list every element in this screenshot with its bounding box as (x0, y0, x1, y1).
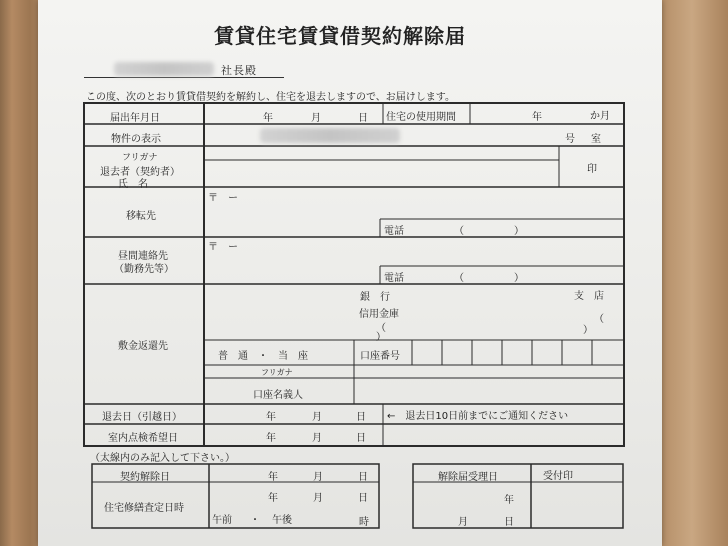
repair-date-label: 住宅修繕査定日時 (104, 503, 184, 514)
branch-paren-close: ） (583, 325, 593, 336)
daytime-postal: 〒 ー (208, 242, 238, 253)
filing-date-label: 届出年月日 (110, 113, 160, 124)
filing-day-unit: 日 (358, 113, 368, 124)
receipt-date-label: 解除届受理日 (438, 472, 498, 483)
repair-dot: ・ (250, 515, 260, 526)
receipt-year-unit: 年 (504, 495, 514, 506)
move-out-day-unit: 日 (356, 412, 366, 423)
office-note: （太線内のみ記入して下さい。） (90, 453, 235, 464)
inspection-date-label: 室内点検希望日 (108, 433, 178, 444)
new-address-phone-paren: （ ） (454, 226, 524, 237)
property-label: 物件の表示 (111, 134, 161, 145)
account-number-label: 口座番号 (360, 351, 400, 362)
vacater-furigana-label: フリガナ (122, 153, 158, 163)
account-holder-label: 口座名義人 (253, 390, 303, 401)
document-paper (38, 0, 662, 546)
daytime-contact-label: 昼間連絡先 (118, 251, 168, 262)
account-type: 普 通 ・ 当 座 (218, 351, 308, 362)
receipt-month-unit: 月 (458, 517, 468, 528)
deposit-return-label: 敷金返還先 (118, 341, 168, 352)
redacted-property (260, 128, 400, 143)
bank-unit: 銀 行 (360, 292, 390, 303)
credit-union-paren-open: （ (376, 323, 386, 334)
seal-mark: 印 (587, 164, 597, 175)
inspection-year-unit: 年 (266, 433, 276, 444)
cancel-day-unit: 日 (358, 472, 368, 483)
usage-months-unit: か月 (590, 111, 610, 122)
inspection-month-unit: 月 (312, 433, 322, 444)
branch-unit: 支 店 (574, 291, 604, 302)
repair-pm: 午後 (272, 515, 292, 526)
intro-text: この度、次のとおり賃貸借契約を解約し、住宅を退去しますので、お届けします。 (86, 92, 455, 103)
receipt-stamp-label: 受付印 (543, 471, 573, 482)
daytime-contact-sublabel: （勤務先等） (114, 264, 174, 275)
move-out-note: ← 退去日10日前までにご通知ください (387, 411, 569, 422)
move-out-month-unit: 月 (312, 412, 322, 423)
room-unit: 室 (591, 134, 601, 145)
new-address-phone-label: 電話 (384, 226, 404, 237)
room-number-unit: 号 (565, 134, 575, 145)
new-address-label: 移転先 (126, 211, 156, 222)
credit-union-paren-close: ） (376, 332, 386, 343)
repair-am: 午前 (212, 515, 232, 526)
repair-hour-unit: 時 (359, 517, 369, 528)
repair-day-unit: 日 (358, 493, 368, 504)
credit-union-unit: 信用金庫 (359, 309, 399, 320)
move-out-date-label: 退去日（引越日） (102, 412, 182, 423)
vacater-name-label: 氏 名 (118, 179, 148, 190)
usage-year-unit: 年 (532, 112, 542, 123)
repair-month-unit: 月 (313, 493, 323, 504)
vacater-label: 退去者（契約者） (100, 167, 180, 178)
filing-month-unit: 月 (311, 113, 321, 124)
receipt-day-unit: 日 (504, 517, 514, 528)
document-title: 賃貸住宅賃貸借契約解除届 (214, 24, 466, 48)
cancel-year-unit: 年 (268, 472, 278, 483)
usage-period-label: 住宅の使用期間 (386, 112, 456, 123)
inspection-day-unit: 日 (356, 433, 366, 444)
addressee-suffix: 社長殿 (221, 64, 257, 77)
cancel-date-label: 契約解除日 (120, 472, 170, 483)
cancel-month-unit: 月 (313, 472, 323, 483)
move-out-year-unit: 年 (266, 412, 276, 423)
repair-year-unit: 年 (268, 493, 278, 504)
filing-year-unit: 年 (263, 113, 273, 124)
account-holder-furigana: フリガナ (261, 368, 293, 377)
new-address-postal: 〒 ー (208, 193, 238, 204)
daytime-phone-paren: （ ） (454, 273, 524, 284)
branch-paren-open: （ (594, 314, 604, 325)
daytime-phone-label: 電話 (384, 273, 404, 284)
